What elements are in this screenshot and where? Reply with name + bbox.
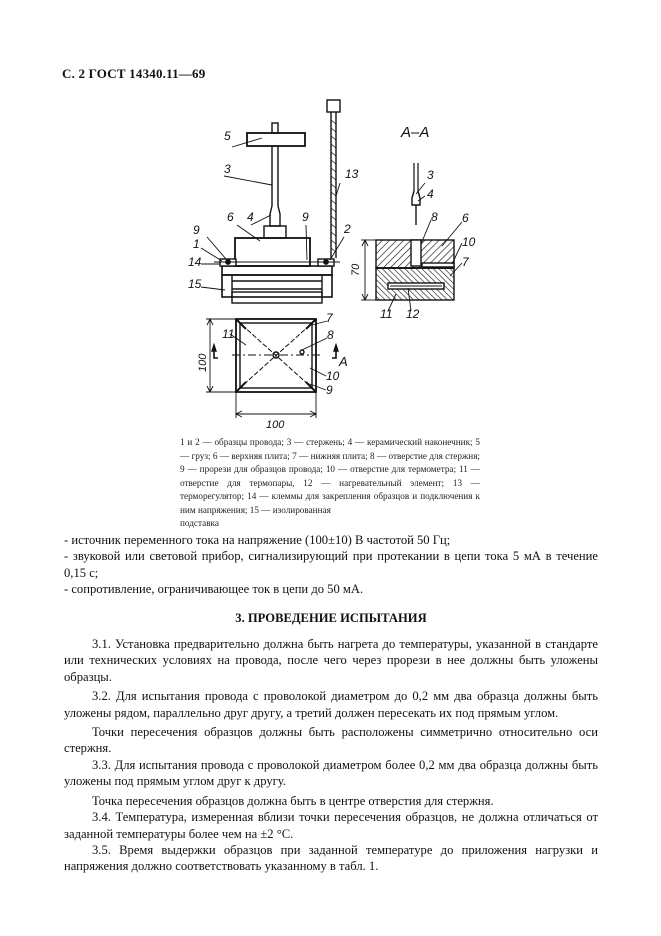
sec-callout-12: 12: [406, 307, 420, 321]
paragraph: Точки пересечения образцов должны быть расположены симметрично относительно оси стержня.: [64, 725, 598, 756]
callout-2: 2: [344, 222, 351, 236]
dim-100-width: 100: [266, 419, 285, 431]
caption-text: 1 и 2 — образцы провода; 3 — стержень; 4 — керамический наконечник; 5 — груз; 6 — верхняя плита; 7 — нижняя плита; 8 — отверстие для стержня; 9 — прорези для образцов провода; 10 — отверстие для термометра; 11 — отверстие для термопары, 12 — нагревательный элемент; 13 — терморегулятор; 14 — клеммы для закрепления образцов и подключения к ним напряжения; 15 — изолированная: [180, 437, 480, 515]
paragraph: 3.3. Для испытания провода с проволокой диаметром более 0,2 мм два образца должны быть уложены под прямым углом друг к другу.: [64, 757, 598, 789]
section-title: 3. ПРОВЕДЕНИЕ ИСПЫТАНИЯ: [235, 610, 427, 625]
paragraph: 3.1. Установка предварительно должна быть нагрета до температуры, указанной в стандарте или технических условиях на провода, после чего через прорези в нее должны быть уложены образцы.: [64, 637, 598, 684]
sec-callout-4: 4: [427, 187, 434, 201]
sec-callout-11: 11: [380, 307, 393, 321]
callout-14: 14: [188, 255, 202, 269]
list-item: - сопротивление, ограничивающее ток в цепи до 50 мА.: [64, 582, 364, 597]
dim-70: 70: [350, 263, 362, 276]
sec-callout-3: 3: [427, 168, 434, 182]
page-header: С. 2 ГОСТ 14340.11—69: [62, 66, 206, 81]
sec-callout-6: 6: [462, 211, 469, 225]
apparatus-figure: [0, 0, 661, 436]
plan-callout-8: 8: [327, 328, 334, 342]
plan-callout-10: 10: [326, 369, 340, 383]
callout-9: 9: [193, 223, 200, 237]
plan-callout-11: 11: [222, 327, 235, 341]
dim-100-height: 100: [197, 353, 209, 372]
front-view: [214, 100, 340, 303]
callout-1: 1: [193, 237, 200, 251]
section-view: [376, 163, 454, 300]
sec-callout-8: 8: [431, 210, 438, 224]
callout-9-front: 9: [302, 210, 309, 224]
callout-15: 15: [188, 277, 202, 291]
callout-4: 4: [247, 210, 254, 224]
callout-13: 13: [345, 167, 359, 181]
paragraph: 3.2. Для испытания провода с проволокой диаметром до 0,2 мм два образца должны быть уложены рядом, параллельно друг другу, а третий должен пересекать их под прямым углом.: [64, 689, 598, 720]
callout-3: 3: [224, 162, 231, 176]
body-text: [64, 532, 598, 875]
paragraph: Точка пересечения образцов должна быть в центре отверстия для стержня.: [92, 793, 494, 808]
callout-5: 5: [224, 129, 231, 143]
paragraph: 3.5. Время выдержки образцов при заданной температуре до приложения нагрузки и напряжения должно соответствовать указанному в табл. 1.: [64, 842, 598, 874]
paragraph: 3.4. Температура, измеренная вблизи точки пересечения образцов, не должна отличаться от заданной температуры более чем на ±2 °С.: [64, 810, 598, 841]
section-label: А–А: [401, 124, 430, 141]
plan-marker-a: А: [339, 354, 348, 369]
caption-last: подставка: [180, 518, 219, 528]
sec-callout-10: 10: [462, 235, 476, 249]
list-item: - источник переменного тока на напряжение (100±10) В частотой 50 Гц;: [64, 533, 451, 547]
list-item: - звуковой или световой прибор, сигнализирующий при протекании в цепи тока 5 мА в течение 0,15 с;: [64, 549, 598, 580]
plan-callout-9: 9: [326, 383, 333, 397]
figure-caption: [180, 436, 480, 531]
plan-callout-7: 7: [326, 311, 333, 325]
callout-6: 6: [227, 210, 234, 224]
sec-callout-7: 7: [462, 255, 469, 269]
